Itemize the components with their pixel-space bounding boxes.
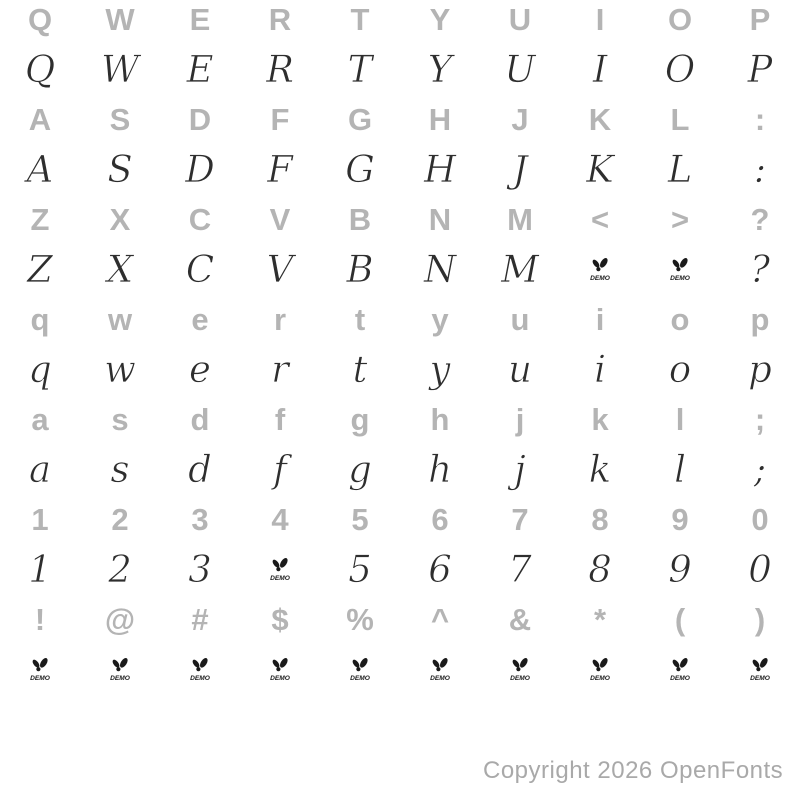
reference-font-row [0, 195, 800, 245]
glyph-cell: X [106, 248, 134, 291]
glyph-cell: E [189, 2, 211, 37]
glyph-cell: Y [427, 48, 453, 91]
glyph-cell: ; [754, 402, 766, 437]
glyph-cell: h [430, 402, 450, 437]
copyright-text: Copyright 2026 OpenFonts [483, 757, 784, 784]
glyph-cell: # [191, 602, 209, 637]
glyph-cell: g [348, 448, 372, 491]
svg-text:DEMO: DEMO [30, 674, 50, 682]
reference-font-row [0, 495, 800, 545]
demo-splash-icon [748, 645, 772, 695]
glyph-cell: ) [754, 602, 766, 637]
svg-text:DEMO: DEMO [430, 674, 450, 682]
glyph-cell: Z [30, 202, 50, 237]
glyph-cell: < [590, 202, 610, 237]
glyph-cell: M [501, 248, 539, 291]
glyph-cell: P [749, 2, 771, 37]
demo-glyph-cell [240, 545, 320, 595]
glyph-cell: ! [34, 602, 46, 637]
glyph-cell: R [266, 48, 294, 91]
svg-text:DEMO: DEMO [270, 674, 290, 682]
glyph-cell: e [189, 348, 211, 391]
glyph-cell: f [274, 402, 286, 437]
demo-font-row [0, 345, 800, 395]
glyph-cell: A [26, 148, 54, 191]
glyph-cell: 1 [28, 548, 52, 591]
glyph-cell: > [670, 202, 690, 237]
glyph-cell: T [350, 2, 370, 37]
glyph-cell: h [428, 448, 452, 491]
glyph-cell: 3 [188, 548, 212, 591]
svg-text:DEMO: DEMO [270, 574, 290, 582]
glyph-cell: K [588, 102, 612, 137]
demo-splash-icon [668, 245, 692, 295]
glyph-cell: d [188, 448, 212, 491]
svg-text:DEMO: DEMO [670, 674, 690, 682]
glyph-cell: ? [750, 248, 770, 291]
glyph-cell: G [347, 102, 373, 137]
demo-glyph-cell [400, 645, 480, 695]
glyph-cell: G [345, 148, 375, 191]
glyph-cell: i [595, 302, 605, 337]
glyph-cell: 9 [671, 502, 689, 537]
demo-splash-icon [108, 645, 132, 695]
svg-text:DEMO: DEMO [110, 674, 130, 682]
demo-splash-icon [508, 645, 532, 695]
glyph-cell: e [191, 302, 209, 337]
glyph-cell: B [348, 202, 372, 237]
glyph-cell: 7 [508, 548, 532, 591]
glyph-cell: C [188, 202, 212, 237]
glyph-cell: ( [674, 602, 686, 637]
glyph-cell: D [185, 148, 215, 191]
glyph-cell: 0 [751, 502, 769, 537]
glyph-cell: ^ [430, 602, 450, 637]
glyph-cell: U [508, 2, 532, 37]
glyph-cell: u [508, 348, 532, 391]
svg-text:DEMO: DEMO [590, 274, 610, 282]
glyph-cell: s [111, 402, 129, 437]
glyph-cell: K [586, 148, 614, 191]
glyph-cell: : [754, 102, 766, 137]
reference-font-row [0, 595, 800, 645]
glyph-cell: O [667, 2, 693, 37]
demo-font-row [0, 45, 800, 95]
glyph-cell: k [591, 402, 609, 437]
glyph-cell: 1 [31, 502, 49, 537]
glyph-cell: N [428, 202, 452, 237]
svg-text:DEMO: DEMO [750, 674, 770, 682]
glyph-cell: 5 [348, 548, 372, 591]
glyph-cell: S [109, 102, 131, 137]
glyph-cell: P [747, 48, 773, 91]
glyph-cell: E [186, 48, 214, 91]
glyph-cell: p [748, 348, 772, 391]
svg-text:DEMO: DEMO [670, 274, 690, 282]
demo-glyph-cell [720, 645, 800, 695]
glyph-cell: Z [27, 248, 53, 291]
glyph-cell: A [28, 102, 52, 137]
glyph-cell: q [30, 302, 50, 337]
glyph-cell: 8 [588, 548, 612, 591]
glyph-cell: 8 [591, 502, 609, 537]
svg-text:DEMO: DEMO [350, 674, 370, 682]
reference-font-row [0, 295, 800, 345]
glyph-cell: J [511, 102, 529, 137]
glyph-cell: O [664, 48, 696, 91]
glyph-cell: F [270, 102, 290, 137]
glyph-cell: Q [24, 48, 56, 91]
glyph-cell: $ [271, 602, 289, 637]
demo-splash-icon [188, 645, 212, 695]
glyph-cell: r [271, 348, 289, 391]
glyph-cell: f [273, 448, 287, 491]
glyph-cell: % [346, 602, 374, 637]
glyph-cell: j [515, 402, 525, 437]
glyph-cell: H [423, 148, 457, 191]
glyph-cell: L [667, 148, 693, 191]
glyph-cell: M [507, 202, 533, 237]
reference-font-row [0, 95, 800, 145]
glyph-cell: 3 [191, 502, 209, 537]
glyph-cell: F [267, 148, 293, 191]
glyph-cell: g [350, 402, 370, 437]
glyph-cell: W [100, 48, 140, 91]
glyph-cell: o [670, 302, 690, 337]
glyph-cell: j [514, 448, 526, 491]
glyph-cell: B [346, 248, 374, 291]
demo-splash-icon [428, 645, 452, 695]
glyph-cell: C [185, 248, 215, 291]
glyph-cell: 2 [108, 548, 132, 591]
demo-glyph-cell [640, 245, 720, 295]
glyph-cell: & [508, 602, 532, 637]
demo-font-row [0, 245, 800, 295]
glyph-cell: Q [27, 2, 53, 37]
svg-text:DEMO: DEMO [510, 674, 530, 682]
glyph-cell: a [31, 402, 49, 437]
glyph-cell: o [668, 348, 692, 391]
demo-glyph-cell [0, 645, 80, 695]
glyph-cell: U [504, 48, 536, 91]
demo-glyph-cell [80, 645, 160, 695]
demo-splash-icon [28, 645, 52, 695]
demo-glyph-cell [320, 645, 400, 695]
reference-font-row [0, 395, 800, 445]
demo-glyph-cell [240, 645, 320, 695]
svg-text:DEMO: DEMO [590, 674, 610, 682]
glyph-cell: X [109, 202, 131, 237]
glyph-cell: y [431, 302, 449, 337]
glyph-cell: y [429, 348, 451, 391]
glyph-cell: H [428, 102, 452, 137]
demo-glyph-cell [480, 645, 560, 695]
demo-font-row [0, 145, 800, 195]
demo-splash-icon [668, 645, 692, 695]
demo-splash-icon [268, 545, 292, 595]
glyph-cell: J [512, 148, 528, 191]
demo-splash-icon [588, 245, 612, 295]
glyph-cell: l [675, 402, 685, 437]
glyph-cell: D [188, 102, 212, 137]
glyph-cell: L [670, 102, 690, 137]
glyph-cell: 7 [511, 502, 529, 537]
glyph-cell: l [674, 448, 686, 491]
glyph-cell: 6 [431, 502, 449, 537]
glyph-cell: t [354, 302, 366, 337]
demo-font-row [0, 445, 800, 495]
glyph-cell: w [107, 302, 133, 337]
glyph-cell: Y [429, 2, 451, 37]
glyph-cell: N [423, 248, 457, 291]
glyph-cell: 4 [271, 502, 289, 537]
demo-glyph-cell [560, 245, 640, 295]
glyph-cell: k [588, 448, 612, 491]
glyph-cell: R [268, 2, 292, 37]
demo-glyph-cell [560, 645, 640, 695]
demo-glyph-cell [160, 645, 240, 695]
demo-splash-icon [268, 645, 292, 695]
demo-splash-icon [588, 645, 612, 695]
glyph-cell: a [28, 448, 52, 491]
demo-splash-icon [348, 645, 372, 695]
glyph-cell: @ [104, 602, 136, 637]
glyph-cell: s [110, 448, 130, 491]
glyph-cell: i [594, 348, 606, 391]
glyph-cell: w [104, 348, 136, 391]
glyph-cell: 5 [351, 502, 369, 537]
glyph-cell: p [750, 302, 770, 337]
glyph-cell: V [269, 202, 291, 237]
glyph-cell: T [347, 48, 373, 91]
svg-text:DEMO: DEMO [190, 674, 210, 682]
glyph-cell: 6 [428, 548, 452, 591]
glyph-cell: 9 [668, 548, 692, 591]
glyph-cell: ; [753, 448, 767, 491]
glyph-cell: S [107, 148, 133, 191]
glyph-cell: t [352, 348, 368, 391]
demo-font-row [0, 545, 800, 595]
glyph-cell: ? [750, 202, 770, 237]
glyph-cell: : [753, 148, 767, 191]
glyph-cell: I [595, 2, 605, 37]
glyph-cell: * [593, 602, 607, 637]
glyph-cell: I [592, 48, 608, 91]
glyph-cell: u [510, 302, 530, 337]
demo-glyph-cell [640, 645, 720, 695]
glyph-cell: V [266, 248, 294, 291]
glyph-cell: 2 [111, 502, 129, 537]
glyph-cell: W [105, 2, 135, 37]
demo-font-row [0, 645, 800, 695]
glyph-cell: q [28, 348, 52, 391]
glyph-cell: 0 [748, 548, 772, 591]
glyph-cell: d [190, 402, 210, 437]
glyph-cell: r [273, 302, 287, 337]
reference-font-row [0, 0, 800, 45]
